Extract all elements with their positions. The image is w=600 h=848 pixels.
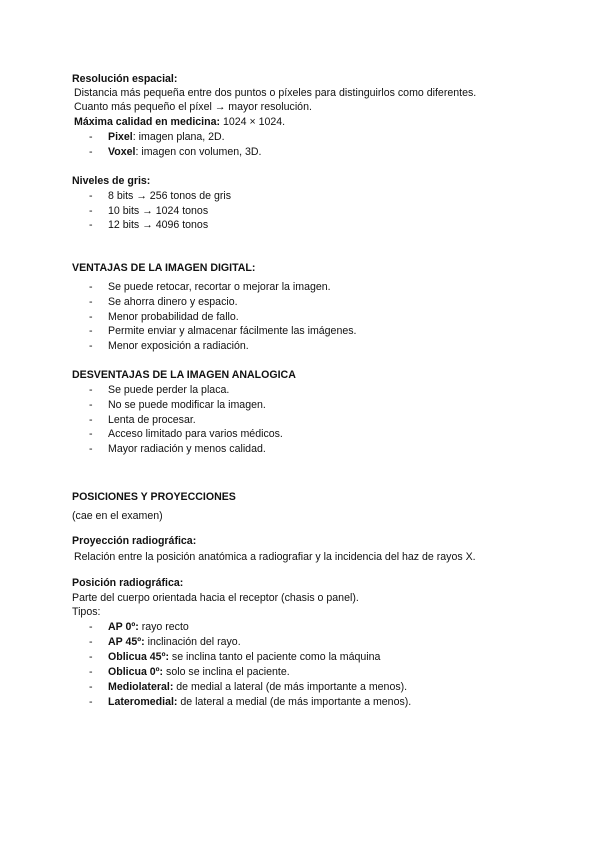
posiciones-heading: POSICIONES Y PROYECCIONES bbox=[72, 491, 236, 503]
item-term: Voxel bbox=[108, 146, 136, 158]
posiciones-note: (cae en el examen) bbox=[72, 510, 163, 522]
item-term: Pixel bbox=[108, 131, 133, 143]
posicion-text: Parte del cuerpo orientada hacia el receptor (chasis o panel). bbox=[72, 592, 359, 604]
resolucion-heading: Resolución espacial: bbox=[72, 73, 178, 85]
document-page: Resolución espacial: Distancia más pequeña entre dos puntos o píxeles para distinguirlos como diferentes. Cuanto más pequeño el píxel → mayor resolución. Máxima calidad en medicina: 1024 × 1024. - Pixel: imagen plana, 2D. - Voxel: imagen con volumen, 3D. Niveles de gris: - 8 bits → 256 tonos de gris - 10 bits → 1024 tonos - 12 bits → 4096 tonos VENTAJAS DE LA IMAGEN DIGITAL: - Se puede retocar, recortar o mejorar la imagen. - Se ahorra dinero y espacio. - Menor probabilidad de fallo. - Permite enviar y almacenar fácilmente las imágenes. - Menor exposición a radiación. DESVENTAJAS DE LA IMAGEN ANALOGICA - Se puede perder la placa. - No se puede modificar la imagen. - Lenta de procesar. - Acceso limitado para varios médicos. - Mayor radiación y menos calidad. POSICIONES Y PROYECCIONES (cae en el examen) Proyección radiográfica: Relación entre la posición anatómica a radiografiar y la incidencia del haz de rayos X. Posición radiográfica: Parte del cuerpo orientada hacia el receptor (chasis o panel). Tipos: - AP 0º: rayo recto - AP 45º: inclinación del rayo. - Oblicua 45º: se inclina tanto el paciente como la máquina - Oblicua 0º: solo se inclina el paciente. - Mediolateral: de medial a lateral (de más importante a menos). - Lateromedial: de lateral a medial (de más importante a menos). bbox=[72, 73, 477, 708]
proyeccion-heading: Proyección radiográfica: bbox=[72, 535, 197, 547]
max-label: Máxima calidad en medicina: bbox=[74, 116, 221, 128]
resolucion-max bbox=[74, 116, 285, 129]
resolucion-line1: Distancia más pequeña entre dos puntos o píxeles para distinguirlos como diferentes. bbox=[74, 87, 477, 99]
max-value: 1024 × 1024. bbox=[222, 116, 286, 128]
proyeccion-text: Relación entre la posición anatómica a radiografiar y la incidencia del haz de rayos X. bbox=[74, 551, 476, 563]
ventajas-heading: VENTAJAS DE LA IMAGEN DIGITAL: bbox=[72, 262, 256, 274]
item-text: : imagen plana, 2D. bbox=[132, 131, 225, 143]
grises-heading: Niveles de gris: bbox=[72, 175, 151, 187]
resolucion-line2: Cuanto más pequeño el píxel → mayor resolución. bbox=[74, 101, 312, 113]
posicion-heading: Posición radiográfica: bbox=[72, 577, 184, 589]
posicion-tipos: Tipos: bbox=[72, 606, 101, 618]
desventajas-heading: DESVENTAJAS DE LA IMAGEN ANALOGICA bbox=[72, 369, 296, 381]
item-text: : imagen con volumen, 3D. bbox=[135, 146, 262, 158]
